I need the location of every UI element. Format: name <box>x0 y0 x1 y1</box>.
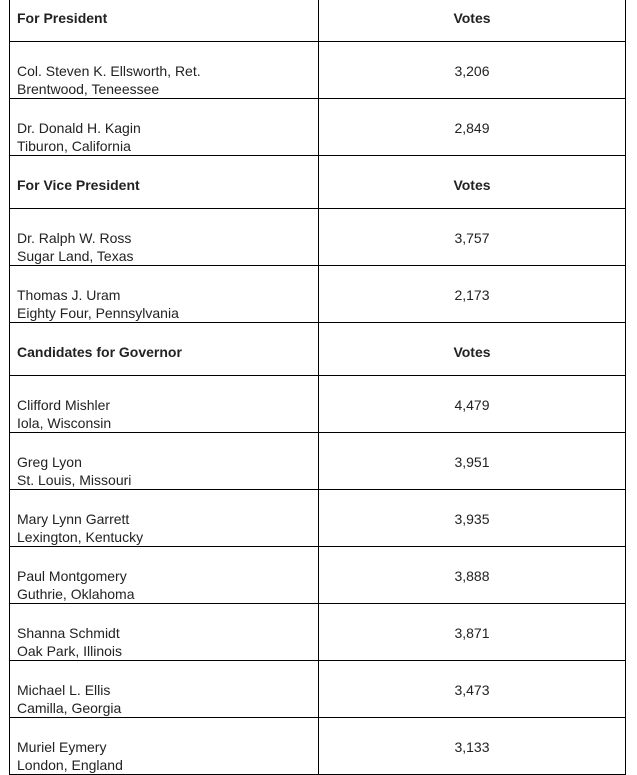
table-row <box>10 99 626 156</box>
candidate-cell <box>10 718 319 775</box>
candidate-cell <box>10 266 319 323</box>
vote-count: 3,871 <box>319 604 626 661</box>
section-title: For Vice President <box>10 156 319 209</box>
vote-count: 2,173 <box>319 266 626 323</box>
candidate-location: St. Louis, Missouri <box>17 472 132 488</box>
candidate-cell <box>10 547 319 604</box>
candidate-name: Clifford Mishler <box>17 397 111 413</box>
section-header-row <box>10 0 626 42</box>
candidate-cell <box>10 42 319 99</box>
candidate-cell <box>10 433 319 490</box>
vote-count: 2,849 <box>319 99 626 156</box>
table-row <box>10 209 626 266</box>
vote-count: 3,888 <box>319 547 626 604</box>
candidate-location: Iola, Wisconsin <box>17 415 112 431</box>
candidate-cell <box>10 376 319 433</box>
section-title: For President <box>10 0 319 42</box>
candidate-location: Eighty Four, Pennsylvania <box>17 305 179 321</box>
candidate-name: Michael L. Ellis <box>17 682 111 698</box>
votes-column-header: Votes <box>319 323 626 376</box>
vote-count: 3,951 <box>319 433 626 490</box>
candidate-cell <box>10 604 319 661</box>
table-row <box>10 604 626 661</box>
candidate-location: Camilla, Georgia <box>17 700 122 716</box>
section-title: Candidates for Governor <box>10 323 319 376</box>
vote-count: 4,479 <box>319 376 626 433</box>
votes-column-header: Votes <box>319 156 626 209</box>
candidate-name: Thomas J. Uram <box>17 287 121 303</box>
vote-count: 3,206 <box>319 42 626 99</box>
candidate-name: Muriel Eymery <box>17 739 107 755</box>
candidate-name: Mary Lynn Garrett <box>17 511 130 527</box>
table-row <box>10 547 626 604</box>
candidate-name: Shanna Schmidt <box>17 625 120 641</box>
votes-column-header: Votes <box>319 0 626 42</box>
vote-count: 3,473 <box>319 661 626 718</box>
section-header-row <box>10 156 626 209</box>
candidate-location: London, England <box>17 757 123 773</box>
candidate-cell <box>10 661 319 718</box>
table-row <box>10 266 626 323</box>
table-row <box>10 433 626 490</box>
candidate-location: Oak Park, Illinois <box>17 643 123 659</box>
candidate-cell <box>10 99 319 156</box>
section-header-row <box>10 323 626 376</box>
table-row <box>10 490 626 547</box>
candidate-location: Tiburon, California <box>17 138 131 154</box>
table-row <box>10 661 626 718</box>
vote-count: 3,935 <box>319 490 626 547</box>
vote-count: 3,133 <box>319 718 626 775</box>
candidate-name: Dr. Donald H. Kagin <box>17 120 141 136</box>
table-row <box>10 718 626 775</box>
candidate-location: Sugar Land, Texas <box>17 248 134 264</box>
candidate-location: Brentwood, Teneessee <box>17 81 160 97</box>
candidate-location: Guthrie, Oklahoma <box>17 586 135 602</box>
table-row <box>10 376 626 433</box>
candidate-name: Col. Steven K. Ellsworth, Ret. <box>17 63 201 79</box>
election-results-table <box>9 0 626 775</box>
table-row <box>10 42 626 99</box>
candidate-name: Greg Lyon <box>17 454 82 470</box>
candidate-cell <box>10 490 319 547</box>
candidate-cell <box>10 209 319 266</box>
candidate-location: Lexington, Kentucky <box>17 529 144 545</box>
results-body <box>10 0 626 775</box>
vote-count: 3,757 <box>319 209 626 266</box>
candidate-name: Dr. Ralph W. Ross <box>17 230 132 246</box>
candidate-name: Paul Montgomery <box>17 568 127 584</box>
